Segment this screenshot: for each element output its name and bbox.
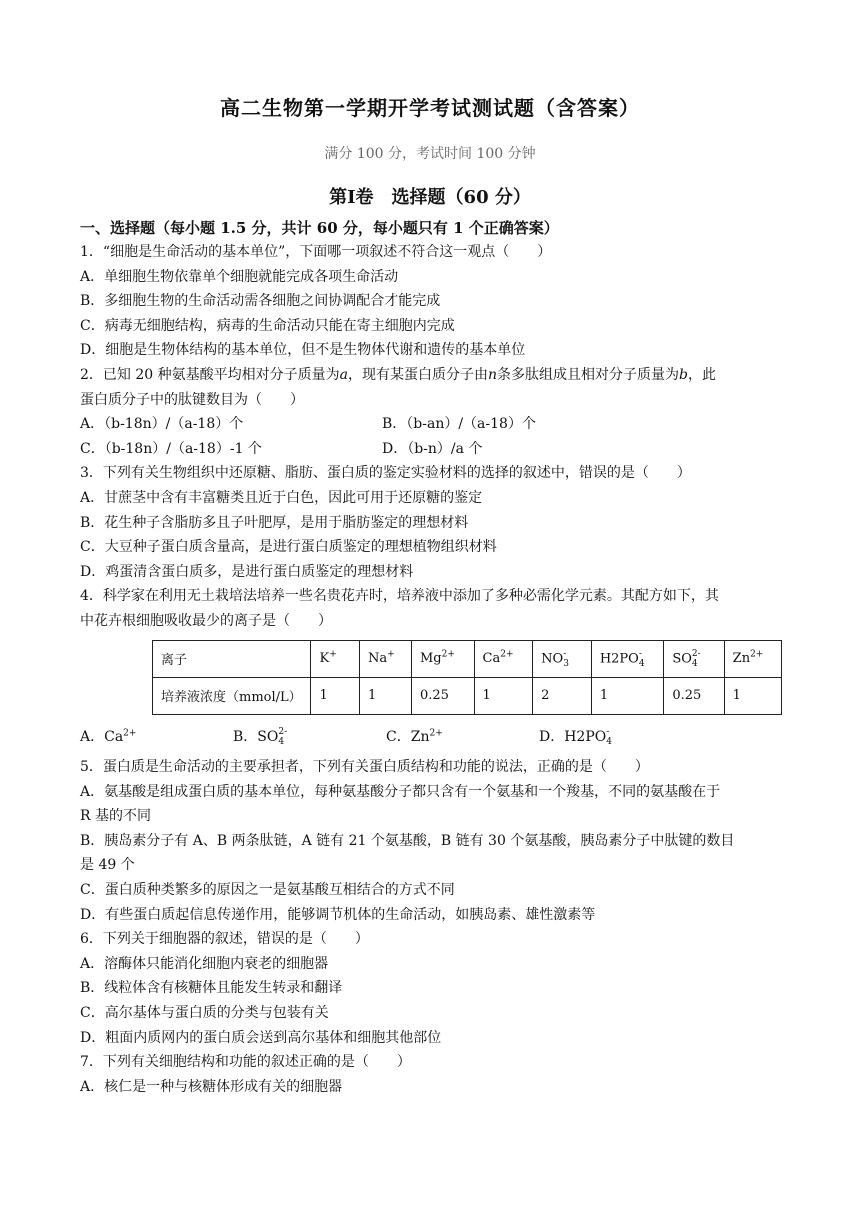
volume-heading: 第Ⅰ卷 选择题（60 分）	[329, 187, 531, 208]
concentration-cell: 0.25	[411, 677, 474, 714]
concentration-cell: 1	[359, 677, 411, 714]
concentration-cell: 1	[724, 677, 781, 714]
exam-title: 高二生物第一学期开学考试测试题（含答案）	[220, 96, 640, 120]
option-a: A．溶酶体只能消化细胞内衰老的细胞器	[80, 955, 329, 972]
option-c: C．病毒无细胞结构，病毒的生命活动只能在寄主细胞内完成	[80, 317, 455, 334]
stem-part: 2．已知 20 种氨基酸平均相对分子质量为	[80, 366, 340, 383]
stem-part: 条多肽组成且相对分子质量为	[497, 366, 680, 383]
variable-n: n	[487, 366, 498, 383]
question-1	[80, 240, 782, 363]
question-stem: 3．下列有关生物组织中还原糖、脂肪、蛋白质的鉴定实验材料的选择的叙述中，错误的是（ ）	[80, 465, 691, 482]
ion-cell	[724, 640, 781, 677]
table-row	[153, 677, 782, 714]
variable-b: b	[679, 366, 688, 383]
ion-cell	[411, 640, 474, 677]
ion-cell	[311, 640, 359, 677]
option-b: B．胰岛素分子有 A、B 两条肽链，A 链有 21 个氨基酸，B 链有 30 个氨基酸，胰岛素分子中肽键的数目	[80, 832, 735, 849]
question-body	[80, 216, 782, 1099]
superscript: -	[606, 726, 610, 737]
option-b	[233, 725, 386, 750]
option-c	[386, 725, 539, 750]
concentration-cell: 2	[533, 677, 592, 714]
ion-cell	[474, 640, 533, 677]
table-row	[153, 640, 782, 677]
question-4	[80, 584, 782, 749]
option-a: A．单细胞生物依靠单个细胞就能完成各项生命活动	[80, 268, 399, 285]
ion-symbol: Na	[367, 651, 388, 666]
option-a-continued: R 基的不同	[80, 808, 151, 825]
option-b: B．花生种子含脂肪多且子叶肥厚，是用于脂肪鉴定的理想材料	[80, 514, 469, 531]
superscript: 2+	[750, 649, 764, 660]
question-stem: 6．下列关于细胞器的叙述，错误的是（ ）	[80, 931, 369, 948]
question-stem: 5．蛋白质是生命活动的主要承担者，下列有关蛋白质结构和功能的说法，正确的是（ ）	[80, 759, 649, 776]
option-c: C．（b-18n）/（a-18）-1 个	[80, 440, 262, 457]
subscript: 4	[691, 658, 698, 669]
table-container	[80, 634, 782, 721]
script-stack	[278, 727, 287, 747]
concentration-cell: 1	[591, 677, 664, 714]
option-d: D．细胞是生物体结构的基本单位，但不是生物体代谢和遗传的基本单位	[80, 342, 526, 359]
script-stack	[692, 649, 701, 669]
ion-symbol: Mg	[419, 651, 442, 666]
ion-cell	[359, 640, 411, 677]
ion-symbol: Ca	[482, 651, 501, 666]
ion-cell	[533, 640, 592, 677]
subscript: 3	[563, 658, 569, 669]
option-b: B．线粒体含有核糖体且能发生转录和翻译	[80, 980, 343, 997]
superscript: +	[387, 649, 395, 660]
superscript: 2-	[691, 648, 701, 659]
option-label: B．SO	[233, 728, 279, 745]
question-2	[80, 363, 782, 461]
question-stem: 7．下列有关细胞结构和功能的叙述正确的是（ ）	[80, 1054, 411, 1071]
concentration-cell: 0.25	[664, 677, 724, 714]
question-7	[80, 1050, 782, 1099]
ion-symbol: NO	[541, 651, 564, 666]
superscript: 2+	[500, 649, 514, 660]
superscript: -	[563, 648, 567, 659]
option-d: D．粗面内质网内的蛋白质会送到高尔基体和细胞其他部位	[80, 1029, 442, 1046]
concentration-cell: 1	[311, 677, 359, 714]
question-6	[80, 927, 782, 1050]
script-stack	[606, 727, 612, 747]
option-d: D．鸡蛋清含蛋白质多，是进行蛋白质鉴定的理想材料	[80, 563, 414, 580]
ion-cell	[664, 640, 724, 677]
question-stem-continued: 中花卉根细胞吸收最少的离子是（ ）	[80, 612, 332, 629]
script-stack	[639, 649, 645, 669]
table-row-label: 离子	[153, 640, 311, 677]
script-stack	[563, 649, 569, 669]
option-row	[80, 725, 782, 750]
option-row	[80, 412, 782, 437]
exam-subtitle: 满分 100 分，考试时间 100 分钟	[324, 146, 536, 162]
ion-symbol: H2PO	[599, 651, 639, 666]
option-d: D．（b-n）/a 个	[382, 440, 483, 457]
option-label: C．Zn	[386, 728, 430, 745]
option-c: C．高尔基体与蛋白质的分类与包装有关	[80, 1005, 329, 1022]
stem-part: ，此	[687, 366, 716, 383]
question-stem-continued: 蛋白质分子中的肽键数目为（ ）	[80, 391, 304, 408]
option-b-continued: 是 49 个	[80, 857, 135, 874]
option-a: A．氨基酸是组成蛋白质的基本单位，每种氨基酸分子都只含有一个氨基和一个羧基，不同的氨基酸在于	[80, 783, 721, 800]
stem-part: ，现有某蛋白质分子由	[347, 366, 488, 383]
option-row	[80, 437, 782, 462]
ion-table	[152, 640, 782, 715]
superscript: 2+	[123, 727, 137, 738]
question-5	[80, 755, 782, 927]
question-stem: 1．“细胞是生命活动的基本单位”，下面哪一项叙述不符合这一观点（ ）	[80, 244, 552, 260]
option-b: B．（b-an）/（a-18）个	[382, 416, 536, 433]
question-stem: 4．科学家在利用无土栽培法培养一些名贵花卉时，培养液中添加了多种必需化学元素。其配方如下，其	[80, 588, 719, 605]
option-a: A．甘蔗茎中含有丰富糖类且近于白色，因此可用于还原糖的鉴定	[80, 489, 483, 506]
superscript: 2-	[278, 726, 288, 737]
option-d	[539, 725, 612, 750]
subscript: 4	[638, 658, 645, 669]
ion-symbol: SO	[672, 651, 692, 666]
ion-cell	[591, 640, 664, 677]
ion-symbol: Zn	[732, 651, 751, 666]
option-label: A．Ca	[80, 728, 124, 745]
subscript: 4	[606, 736, 612, 747]
ion-symbol: K	[319, 651, 330, 666]
option-c: C．蛋白质种类繁多的原因之一是氨基酸互相结合的方式不同	[80, 882, 455, 899]
option-label: D．H2PO	[539, 728, 607, 745]
superscript: 2+	[429, 727, 443, 738]
section-heading: 一、选择题（每小题 1.5 分，共计 60 分，每小题只有 1 个正确答案）	[80, 219, 559, 237]
option-b: B．多细胞生物的生命活动需各细胞之间协调配合才能完成	[80, 293, 441, 310]
table-row-label: 培养液浓度（mmol/L）	[153, 677, 311, 714]
subscript: 4	[278, 736, 285, 747]
superscript: 2+	[441, 649, 455, 660]
question-3	[80, 461, 782, 584]
question-stem	[80, 363, 782, 388]
variable-a: a	[339, 366, 348, 383]
option-a	[80, 725, 233, 750]
option-a: A．（b-18n）/（a-18）个	[80, 416, 244, 433]
option-d: D．有些蛋白质起信息传递作用，能够调节机体的生命活动，如胰岛素、雄性激素等	[80, 906, 596, 923]
option-a: A．核仁是一种与核糖体形成有关的细胞器	[80, 1078, 343, 1095]
concentration-cell: 1	[474, 677, 533, 714]
superscript: -	[638, 648, 642, 659]
option-c: C．大豆种子蛋白质含量高，是进行蛋白质鉴定的理想植物组织材料	[80, 539, 497, 556]
superscript: +	[329, 649, 337, 660]
